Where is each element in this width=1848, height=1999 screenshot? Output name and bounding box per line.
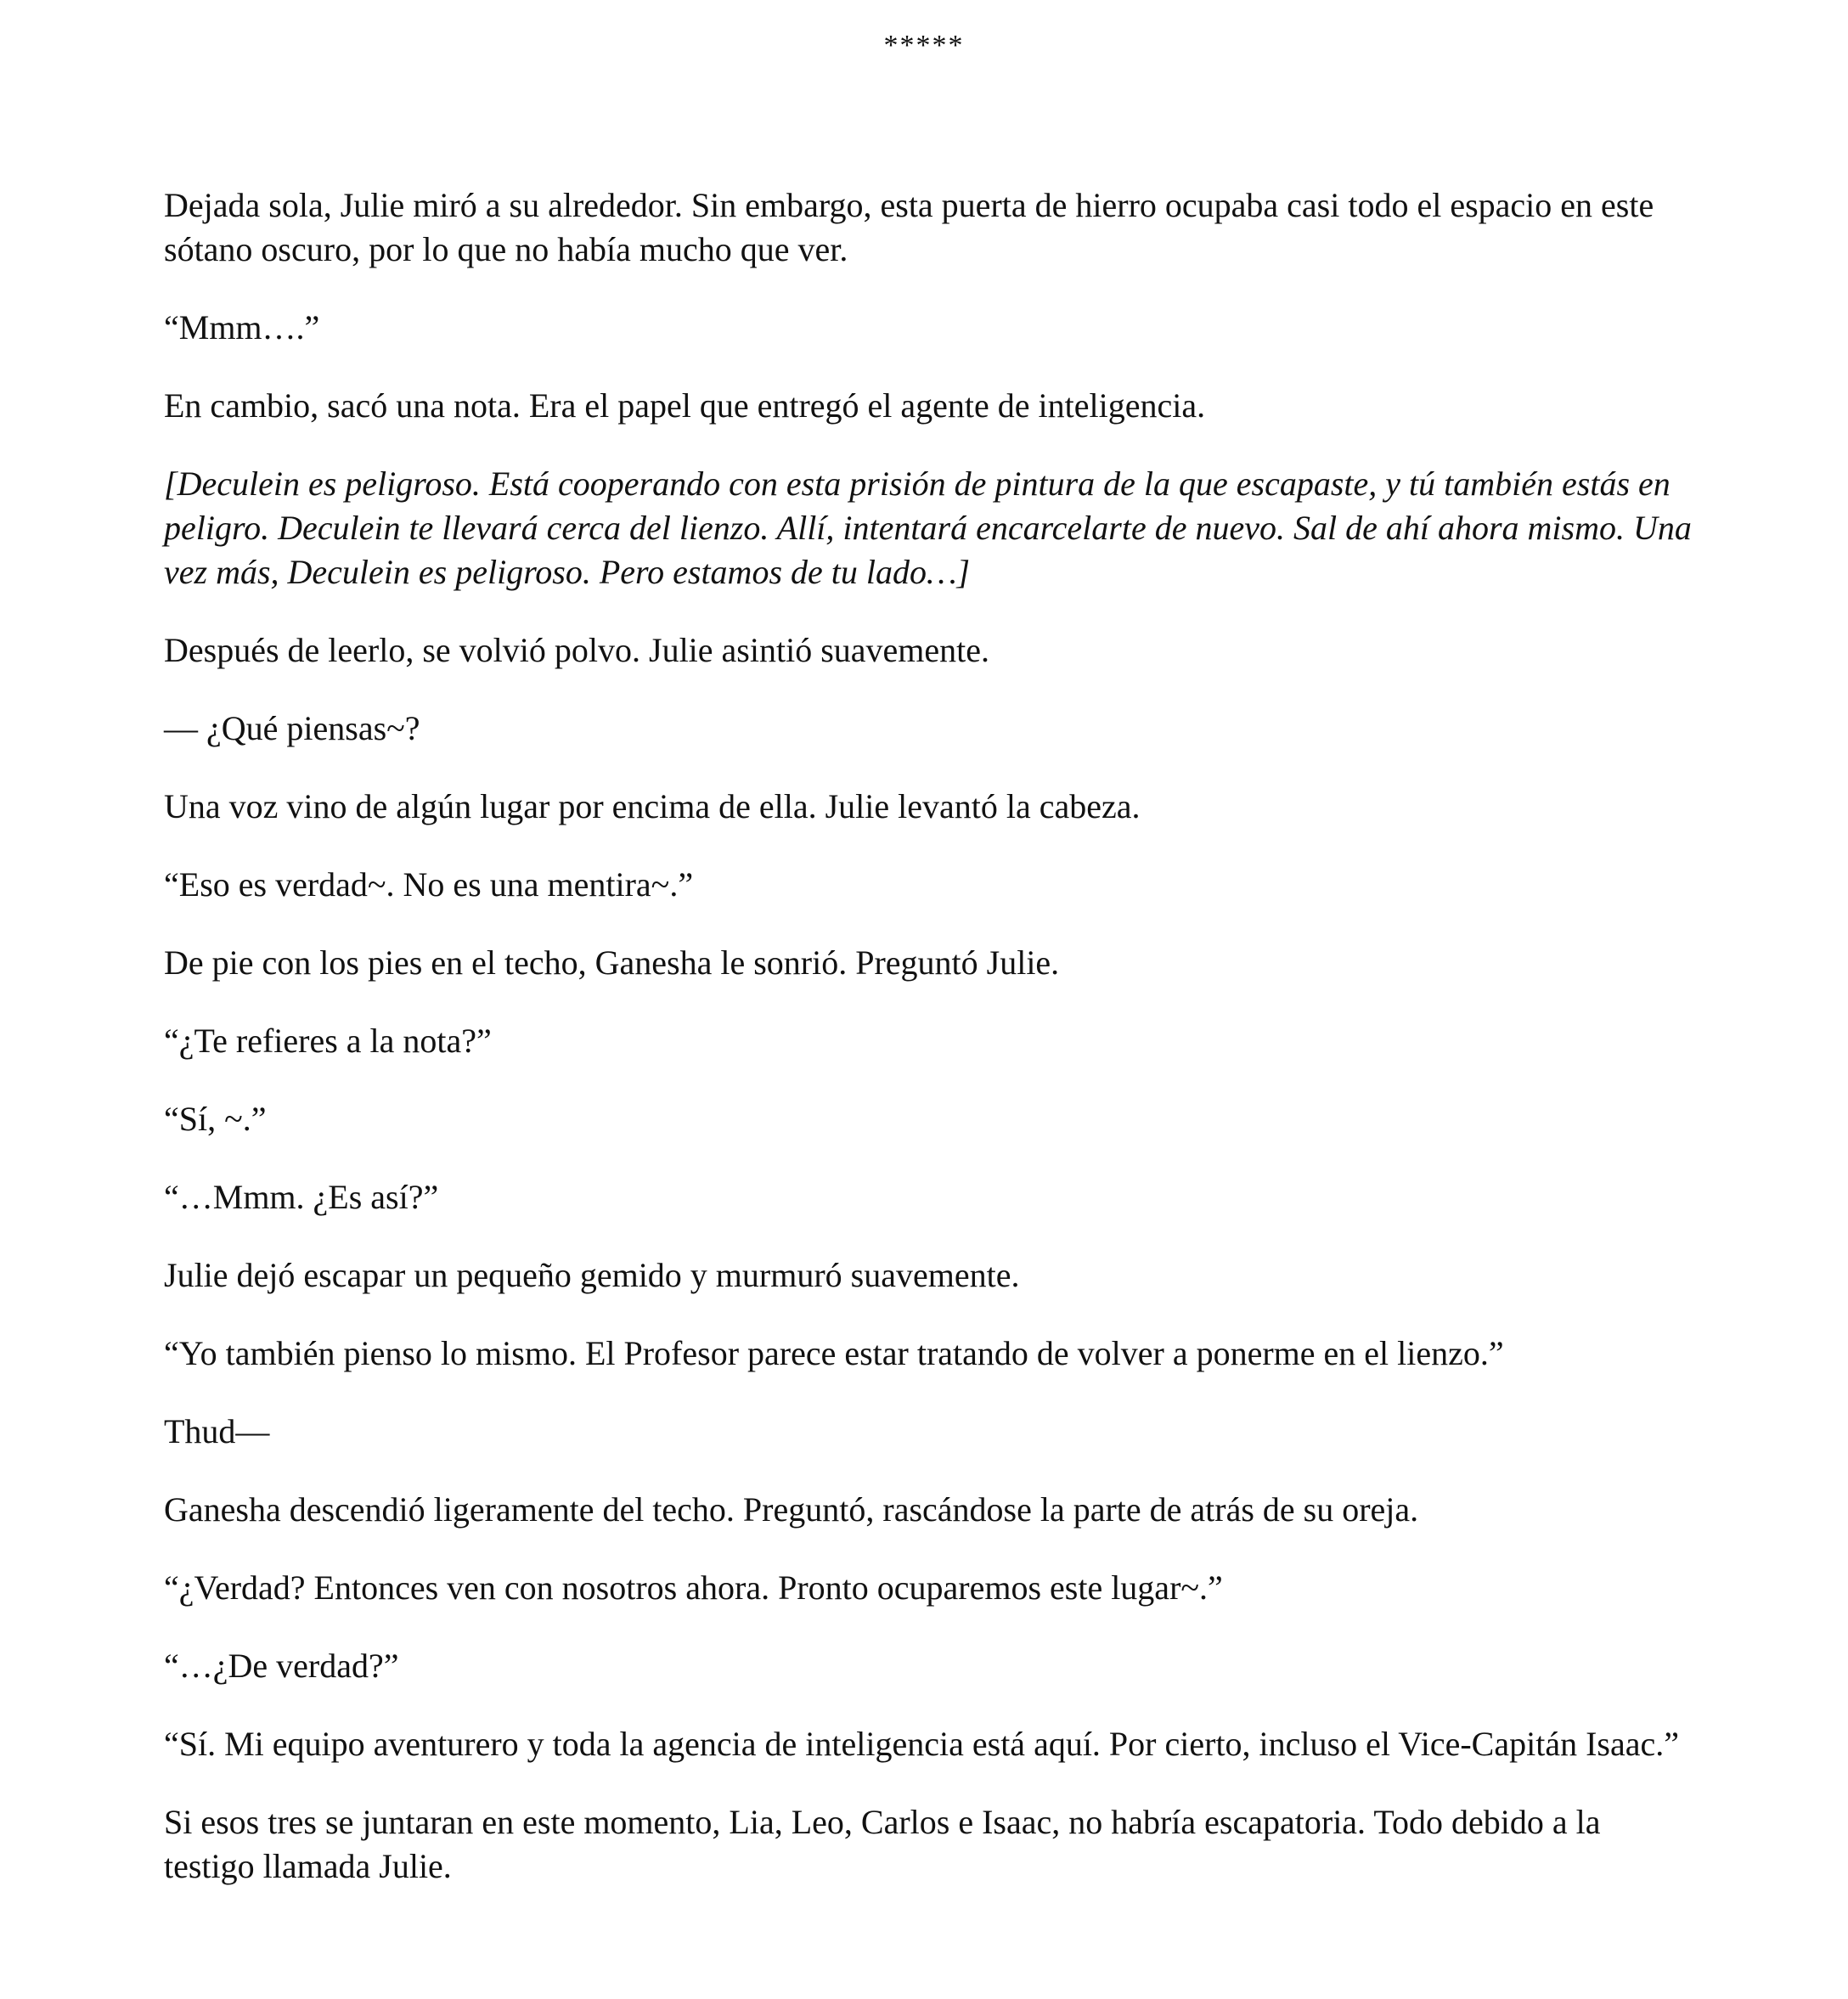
paragraph: “¿Verdad? Entonces ven con nosotros ahora. Pronto ocuparemos este lugar~.”	[164, 1568, 1223, 1607]
paragraph: Si esos tres se juntaran en este momento, Lia, Leo, Carlos e Isaac, no habría escapatoria. Todo debido a la testigo llamada Julie.	[164, 1803, 1601, 1885]
paragraph: Thud—	[164, 1412, 270, 1450]
paragraph: Julie dejó escapar un pequeño gemido y murmuró suavemente.	[164, 1256, 1020, 1294]
paragraph: Dejada sola, Julie miró a su alrededor. Sin embargo, esta puerta de hierro ocupaba casi todo el espacio en este sótano oscuro, por lo que no había mucho que ver.	[164, 186, 1654, 268]
italic-note-paragraph: [Deculein es peligroso. Está cooperando con esta prisión de pintura de la que escapaste, y tú también estás en peligro. Deculein te llevará cerca del lienzo. Allí, intentará encarcelarte de nuevo. Sal de ahí ahora mismo. Una vez más, Deculein es peligroso. Pero estamos de tu lado…]	[164, 465, 1692, 591]
paragraph: — ¿Qué piensas~?	[164, 709, 420, 747]
paragraph: En cambio, sacó una nota. Era el papel que entregó el agente de inteligencia.	[164, 386, 1206, 425]
paragraph: “Sí, ~.”	[164, 1100, 267, 1138]
paragraph: “Yo también pienso lo mismo. El Profesor parece estar tratando de volver a ponerme en el lienzo.”	[164, 1334, 1504, 1372]
section-separator: *****	[883, 30, 965, 61]
paragraph: “Mmm….”	[164, 308, 320, 346]
paragraph: “¿Te refieres a la nota?”	[164, 1022, 492, 1060]
paragraph: “…¿De verdad?”	[164, 1647, 399, 1685]
paragraph: “…Mmm. ¿Es así?”	[164, 1178, 439, 1216]
paragraph: De pie con los pies en el techo, Ganesha le sonrió. Preguntó Julie.	[164, 943, 1060, 982]
paragraph: “Eso es verdad~. No es una mentira~.”	[164, 865, 694, 904]
paragraph: Ganesha descendió ligeramente del techo. Preguntó, rascándose la parte de atrás de su oreja.	[164, 1490, 1419, 1529]
paragraph: Después de leerlo, se volvió polvo. Julie asintió suavemente.	[164, 631, 990, 669]
paragraph: Una voz vino de algún lugar por encima de ella. Julie levantó la cabeza.	[164, 787, 1141, 825]
paragraph: “Sí. Mi equipo aventurero y toda la agencia de inteligencia está aquí. Por cierto, incluso el Vice-Capitán Isaac.”	[164, 1725, 1679, 1763]
document-body	[164, 183, 1693, 1923]
